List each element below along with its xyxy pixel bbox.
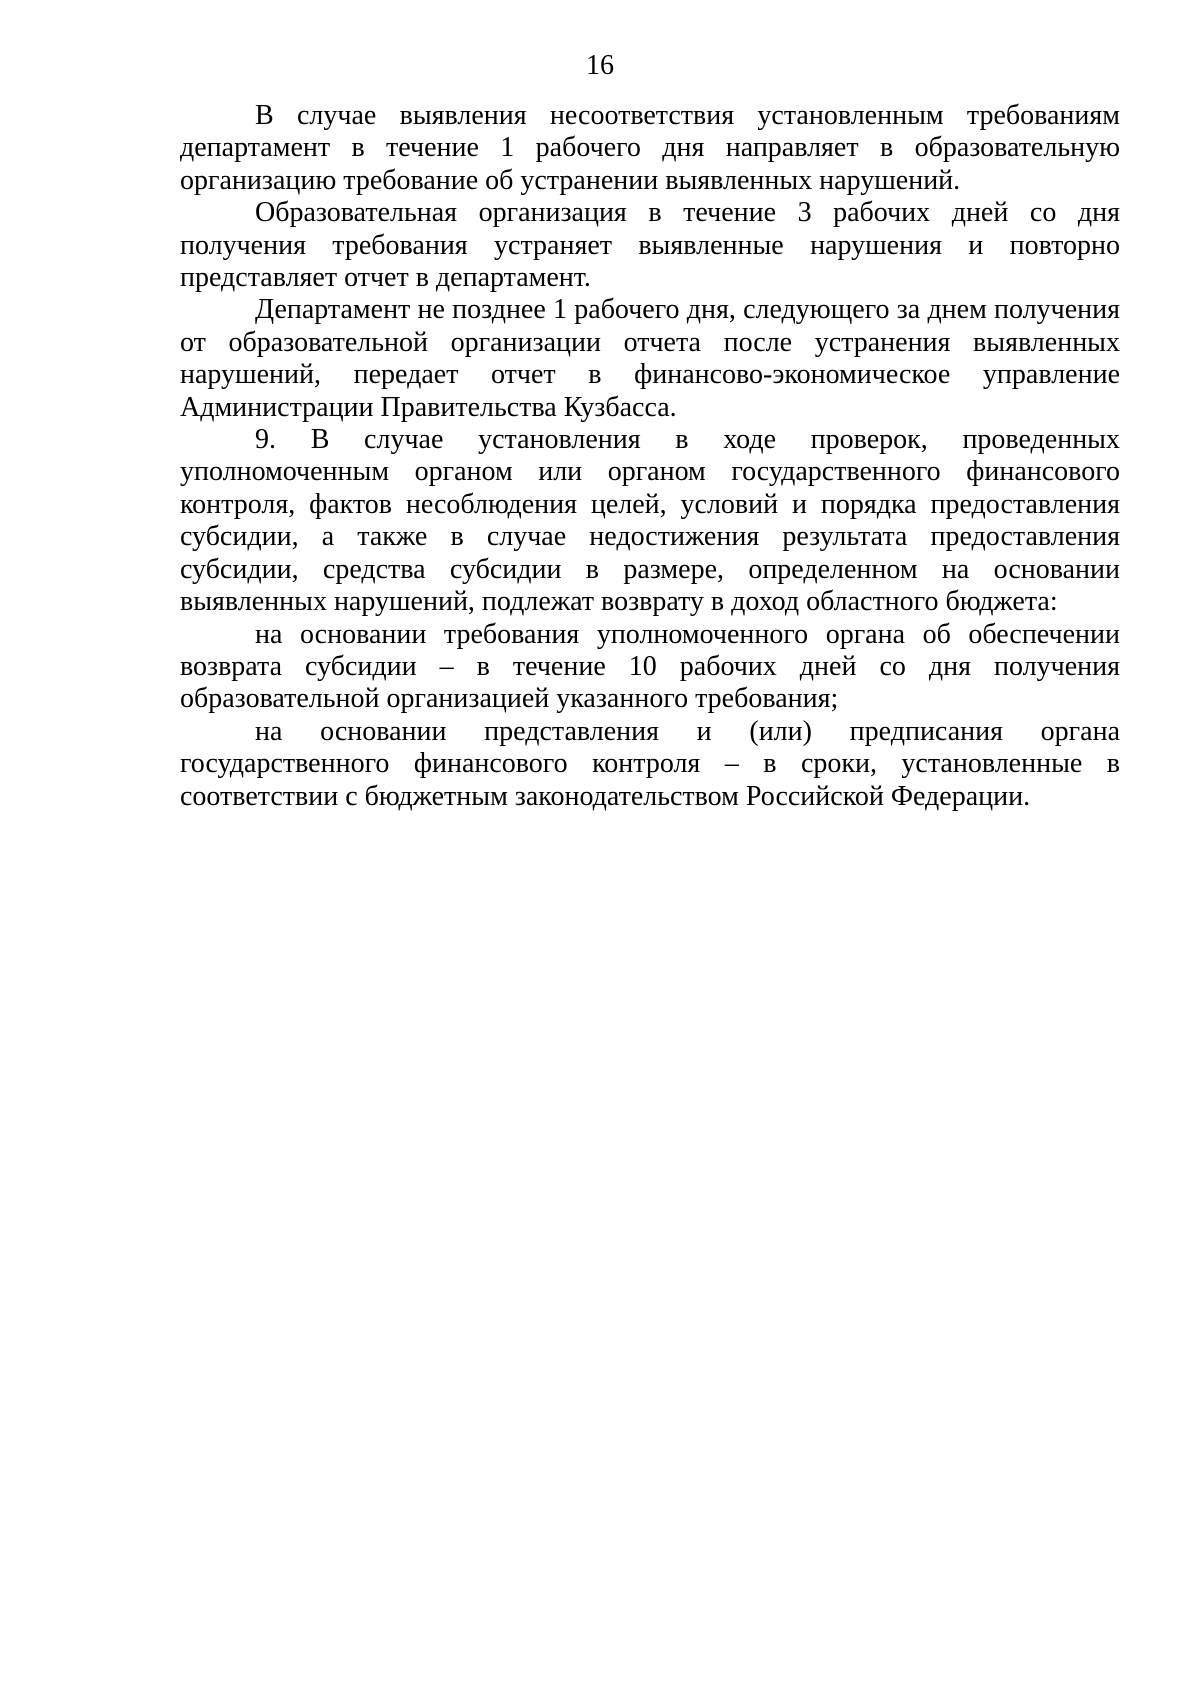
paragraph-item-9: 9. В случае установления в ходе проверок, проведенных уполномоченным органом или органом государственного финансового контроля, фактов несоблюдения целей, условий и порядка предоставления субсидии, а также в случае недостижения результата предоставления субсидии, средства субсидии в размере, определенном на основании выявленных нарушений, подлежат возврату в доход областного бюджета: xyxy=(180,424,1120,618)
paragraph-return-on-request: на основании требования уполномоченного органа об обеспечении возврата субсидии – в течение 10 рабочих дней со дня получения образовательной организацией указанного требования; xyxy=(180,618,1120,715)
document-body xyxy=(180,100,1120,813)
paragraph-violation-notice: В случае выявления несоответствия установленным требованиям департамент в течение 1 рабочего дня направляет в образовательную организацию требование об устранении выявленных нарушений. xyxy=(180,100,1120,196)
paragraph-return-on-order: на основании представления и (или) предписания органа государственного финансового контроля – в сроки, установленные в соответствии с бюджетным законодательством Российской Федерации. xyxy=(180,715,1120,812)
paragraph-report-transfer: Департамент не позднее 1 рабочего дня, следующего за днем получения от образовательной организации отчета после устранения выявленных нарушений, передает отчет в финансово-экономическое управление Администрации Правительства Кузбасса. xyxy=(180,294,1120,423)
paragraph-correction-deadline: Образовательная организация в течение 3 рабочих дней со дня получения требования устраняет выявленные нарушения и повторно представляет отчет в департамент. xyxy=(180,197,1120,294)
page-number: 16 xyxy=(586,50,614,81)
